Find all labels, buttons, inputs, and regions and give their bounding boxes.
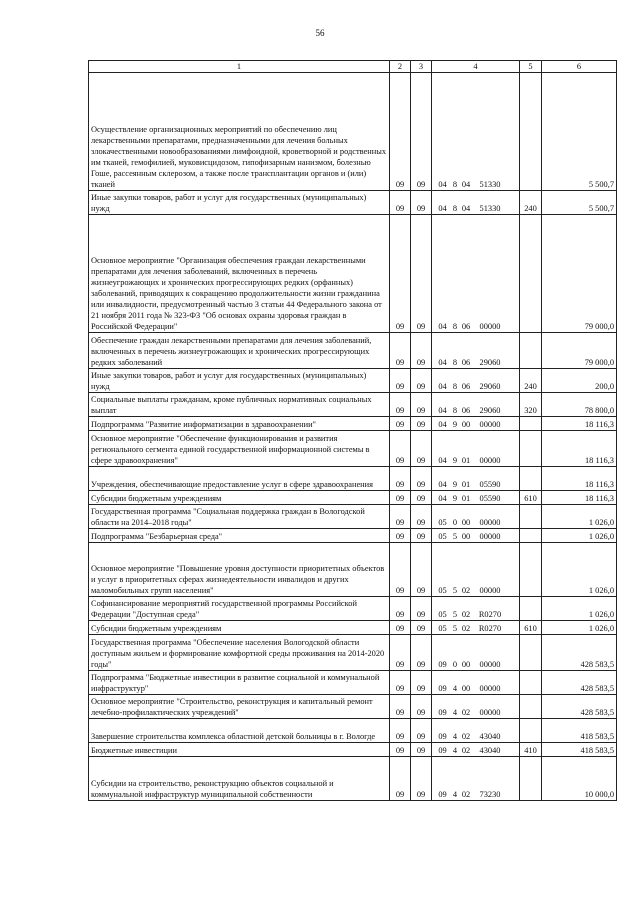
item-name: Субсидии бюджетным учреждениям	[89, 491, 390, 505]
code-part: 04	[438, 382, 447, 391]
code-part: 04	[438, 494, 447, 503]
code-part: 04	[461, 204, 471, 213]
code-part: R0270	[478, 610, 502, 619]
subsection-code: 09	[411, 695, 432, 719]
target-article-code	[432, 621, 520, 635]
subsection-code: 09	[411, 743, 432, 757]
subsection-code: 09	[411, 393, 432, 417]
code-part: 4	[452, 708, 458, 717]
subsection-code: 09	[411, 215, 432, 333]
subsection-code: 09	[411, 597, 432, 621]
code-part: 8	[452, 406, 458, 415]
target-article-code	[432, 695, 520, 719]
code-part: 02	[461, 790, 471, 799]
code-part: 09	[438, 790, 447, 799]
table-row	[89, 417, 617, 431]
item-name: Завершение строительства комплекса областной детской больницы в г. Вологде	[89, 719, 390, 743]
code-part: 0	[452, 660, 458, 669]
code-part: 02	[461, 610, 471, 619]
code-part: 06	[461, 358, 471, 367]
expense-type-code	[520, 417, 542, 431]
expense-type-code	[520, 73, 542, 191]
expense-type-code	[520, 529, 542, 543]
amount: 1 026,0	[542, 529, 617, 543]
section-code: 09	[390, 369, 411, 393]
target-article-code	[432, 635, 520, 671]
code-part: 02	[461, 732, 471, 741]
amount: 418 583,5	[542, 743, 617, 757]
item-name: Субсидии бюджетным учреждениям	[89, 621, 390, 635]
amount: 200,0	[542, 369, 617, 393]
code-part: 8	[452, 358, 458, 367]
code-part: 51330	[479, 204, 501, 213]
amount: 18 116,3	[542, 491, 617, 505]
code-part: 05	[438, 586, 447, 595]
expense-type-code: 610	[520, 621, 542, 635]
target-article-code	[432, 743, 520, 757]
target-article-code	[432, 467, 520, 491]
code-part: 05590	[479, 494, 501, 503]
section-code: 09	[390, 417, 411, 431]
section-code: 09	[390, 393, 411, 417]
code-part: 43040	[479, 732, 501, 741]
expense-type-code: 240	[520, 191, 542, 215]
subsection-code: 09	[411, 191, 432, 215]
code-part: 29060	[479, 382, 501, 391]
item-name: Иные закупки товаров, работ и услуг для государственных (муниципальных) нужд	[89, 369, 390, 393]
section-code: 09	[390, 635, 411, 671]
code-part: 00	[461, 684, 471, 693]
code-part: 09	[438, 660, 447, 669]
item-name: Подпрограмма "Безбарьерная среда"	[89, 529, 390, 543]
expense-type-code	[520, 543, 542, 597]
item-name: Основное мероприятие "Повышение уровня доступности приоритетных объектов и услуг в приоритетных сферах жизнедеятельности инвалидов и других маломобильных групп населения"	[89, 543, 390, 597]
code-part: 5	[452, 532, 458, 541]
subsection-code: 09	[411, 757, 432, 801]
table-row	[89, 215, 617, 333]
expense-type-code	[520, 333, 542, 369]
section-code: 09	[390, 671, 411, 695]
item-name: Субсидии на строительство, реконструкцию объектов социальной и коммунальной инфраструктур муниципальной собственности	[89, 757, 390, 801]
code-part: 05	[438, 610, 447, 619]
column-header: 6	[542, 61, 617, 73]
section-code: 09	[390, 467, 411, 491]
section-code: 09	[390, 73, 411, 191]
table-row	[89, 671, 617, 695]
expense-type-code: 410	[520, 743, 542, 757]
item-name: Софинансирование мероприятий государственной программы Российской Федерации "Доступная среда"	[89, 597, 390, 621]
target-article-code	[432, 757, 520, 801]
code-part: 02	[461, 586, 471, 595]
table-row	[89, 73, 617, 191]
amount: 1 026,0	[542, 621, 617, 635]
subsection-code: 09	[411, 635, 432, 671]
subsection-code: 09	[411, 621, 432, 635]
section-code: 09	[390, 743, 411, 757]
item-name: Подпрограмма "Развитие информатизации в здравоохранении"	[89, 417, 390, 431]
section-code: 09	[390, 431, 411, 467]
item-name: Основное мероприятие "Обеспечение функционирования и развития регионального сегмента единой государственной информационной системы в сфере здравоохранения"	[89, 431, 390, 467]
amount: 1 026,0	[542, 597, 617, 621]
subsection-code: 09	[411, 719, 432, 743]
subsection-code: 09	[411, 505, 432, 529]
code-part: 9	[452, 420, 458, 429]
amount: 79 000,0	[542, 215, 617, 333]
amount: 418 583,5	[542, 719, 617, 743]
code-part: 06	[461, 382, 471, 391]
code-part: 5	[452, 610, 458, 619]
item-name: Обеспечение граждан лекарственными препаратами для лечения заболеваний, включенных в перечень жизнеугрожающих и хронических прогрессирующих редких заболеваний	[89, 333, 390, 369]
code-part: 02	[461, 746, 471, 755]
item-name: Подпрограмма "Бюджетные инвестиции в развитие социальной и коммунальной инфраструктур"	[89, 671, 390, 695]
section-code: 09	[390, 757, 411, 801]
code-part: 04	[438, 420, 447, 429]
code-part: 00	[461, 420, 471, 429]
item-name: Учреждения, обеспечивающие предоставление услуг в сфере здравоохранения	[89, 467, 390, 491]
code-part: 01	[461, 456, 471, 465]
code-part: 05	[438, 518, 447, 527]
code-part: 00000	[479, 322, 501, 331]
target-article-code	[432, 417, 520, 431]
column-header: 1	[89, 61, 390, 73]
table-row	[89, 621, 617, 635]
section-code: 09	[390, 621, 411, 635]
code-part: 8	[452, 204, 458, 213]
code-part: 06	[461, 406, 471, 415]
expense-type-code	[520, 695, 542, 719]
table-row	[89, 505, 617, 529]
subsection-code: 09	[411, 369, 432, 393]
amount: 18 116,3	[542, 467, 617, 491]
item-name: Основное мероприятие "Организация обеспечения граждан лекарственными препаратами для лечения заболеваний, включенных в перечень жизнеугрожающих и хронических прогрессирующих редких (орфанных) заболеваний, приводящих к сокращению продолжительности жизни гражданина или инвалидности, предусмотренный частью 3 статьи 44 Федерального закона от 21 ноября 2011 года № 323-ФЗ "Об основах охраны здоровья граждан в Российской Федерации"	[89, 215, 390, 333]
table-row	[89, 597, 617, 621]
table-header	[89, 61, 617, 73]
target-article-code	[432, 393, 520, 417]
expense-type-code: 240	[520, 369, 542, 393]
column-header: 4	[432, 61, 520, 73]
expense-type-code	[520, 597, 542, 621]
code-part: 05	[438, 624, 447, 633]
code-part: 5	[452, 624, 458, 633]
amount: 5 500,7	[542, 73, 617, 191]
code-part: 9	[452, 494, 458, 503]
section-code: 09	[390, 191, 411, 215]
code-part: 51330	[479, 180, 501, 189]
expense-type-code	[520, 215, 542, 333]
subsection-code: 09	[411, 333, 432, 369]
code-part: 06	[461, 322, 471, 331]
amount: 10 000,0	[542, 757, 617, 801]
code-part: 09	[438, 708, 447, 717]
table-row	[89, 431, 617, 467]
code-part: 00	[461, 518, 471, 527]
code-part: 8	[452, 180, 458, 189]
table-row	[89, 543, 617, 597]
code-part: 8	[452, 322, 458, 331]
code-part: 9	[452, 456, 458, 465]
expense-type-code	[520, 719, 542, 743]
code-part: 4	[452, 732, 458, 741]
code-part: 05	[438, 532, 447, 541]
table-row	[89, 757, 617, 801]
target-article-code	[432, 543, 520, 597]
target-article-code	[432, 671, 520, 695]
code-part: 04	[438, 456, 447, 465]
expense-type-code	[520, 757, 542, 801]
section-code: 09	[390, 505, 411, 529]
subsection-code: 09	[411, 491, 432, 505]
table-row	[89, 369, 617, 393]
column-header: 2	[390, 61, 411, 73]
code-part: 09	[438, 746, 447, 755]
code-part: 04	[438, 180, 447, 189]
amount: 18 116,3	[542, 431, 617, 467]
subsection-code: 09	[411, 529, 432, 543]
code-part: 00000	[479, 518, 501, 527]
section-code: 09	[390, 529, 411, 543]
item-name: Государственная программа "Обеспечение населения Вологодской области доступным жильем и формирование комфортной среды проживания на 2014-2020 годы"	[89, 635, 390, 671]
code-part: 29060	[479, 406, 501, 415]
code-part: 0	[452, 518, 458, 527]
item-name: Осуществление организационных мероприятий по обеспечению лиц лекарственными препаратами, предназначенными для лечения больных злокачественными новообразованиями лимфоидной, кроветворной и родственных им тканей, гемофилией, муковисцидозом, гипофизарным нанизмом, болезнью Гоше, рассеянным склерозом, а также после трансплантации органов и (или) тканей	[89, 73, 390, 191]
subsection-code: 09	[411, 417, 432, 431]
code-part: 04	[438, 204, 447, 213]
section-code: 09	[390, 543, 411, 597]
code-part: 04	[461, 180, 471, 189]
subsection-code: 09	[411, 543, 432, 597]
table-row	[89, 719, 617, 743]
expense-type-code: 610	[520, 491, 542, 505]
target-article-code	[432, 73, 520, 191]
expense-type-code	[520, 671, 542, 695]
target-article-code	[432, 597, 520, 621]
code-part: 00	[461, 532, 471, 541]
amount: 78 800,0	[542, 393, 617, 417]
code-part: 09	[438, 732, 447, 741]
code-part: 00000	[479, 456, 501, 465]
amount: 18 116,3	[542, 417, 617, 431]
column-header: 5	[520, 61, 542, 73]
code-part: 01	[461, 494, 471, 503]
code-part: 00000	[479, 708, 501, 717]
code-part: 02	[461, 624, 471, 633]
table-row	[89, 529, 617, 543]
target-article-code	[432, 529, 520, 543]
amount: 79 000,0	[542, 333, 617, 369]
code-part: 05590	[479, 480, 501, 489]
target-article-code	[432, 191, 520, 215]
target-article-code	[432, 491, 520, 505]
code-part: 5	[452, 586, 458, 595]
subsection-code: 09	[411, 467, 432, 491]
item-name: Основное мероприятие "Строительство, реконструкция и капитальный ремонт лечебно-профилактических учреждений"	[89, 695, 390, 719]
section-code: 09	[390, 333, 411, 369]
target-article-code	[432, 505, 520, 529]
code-part: 09	[438, 684, 447, 693]
expense-type-code	[520, 467, 542, 491]
code-part: 00000	[479, 660, 501, 669]
section-code: 09	[390, 719, 411, 743]
code-part: 4	[452, 684, 458, 693]
amount: 1 026,0	[542, 543, 617, 597]
code-part: 00	[461, 660, 471, 669]
code-part: R0270	[478, 624, 502, 633]
code-part: 00000	[479, 586, 501, 595]
target-article-code	[432, 369, 520, 393]
code-part: 9	[452, 480, 458, 489]
target-article-code	[432, 719, 520, 743]
budget-table	[88, 60, 617, 801]
page-number: 56	[315, 28, 325, 38]
code-part: 01	[461, 480, 471, 489]
code-part: 29060	[479, 358, 501, 367]
expense-type-code	[520, 635, 542, 671]
subsection-code: 09	[411, 431, 432, 467]
item-name: Государственная программа "Социальная поддержка граждан в Вологодской области на 2014–2018 годы"	[89, 505, 390, 529]
table-row	[89, 191, 617, 215]
target-article-code	[432, 215, 520, 333]
code-part: 8	[452, 382, 458, 391]
table-row	[89, 743, 617, 757]
item-name: Бюджетные инвестиции	[89, 743, 390, 757]
amount: 1 026,0	[542, 505, 617, 529]
code-part: 04	[438, 406, 447, 415]
code-part: 4	[452, 790, 458, 799]
section-code: 09	[390, 215, 411, 333]
table-row	[89, 467, 617, 491]
code-part: 43040	[479, 746, 501, 755]
table-row	[89, 393, 617, 417]
amount: 428 583,5	[542, 671, 617, 695]
code-part: 00000	[479, 532, 501, 541]
expense-type-code	[520, 505, 542, 529]
code-part: 04	[438, 480, 447, 489]
subsection-code: 09	[411, 671, 432, 695]
amount: 5 500,7	[542, 191, 617, 215]
expense-type-code: 320	[520, 393, 542, 417]
table-row	[89, 635, 617, 671]
code-part: 73230	[479, 790, 501, 799]
section-code: 09	[390, 597, 411, 621]
expense-type-code	[520, 431, 542, 467]
amount: 428 583,5	[542, 635, 617, 671]
table-row	[89, 695, 617, 719]
target-article-code	[432, 431, 520, 467]
amount: 428 583,5	[542, 695, 617, 719]
table-row	[89, 333, 617, 369]
table-row	[89, 491, 617, 505]
code-part: 02	[461, 708, 471, 717]
code-part: 04	[438, 322, 447, 331]
column-header: 3	[411, 61, 432, 73]
subsection-code: 09	[411, 73, 432, 191]
code-part: 4	[452, 746, 458, 755]
item-name: Социальные выплаты гражданам, кроме публичных нормативных социальных выплат	[89, 393, 390, 417]
section-code: 09	[390, 491, 411, 505]
code-part: 00000	[479, 684, 501, 693]
target-article-code	[432, 333, 520, 369]
code-part: 04	[438, 358, 447, 367]
item-name: Иные закупки товаров, работ и услуг для государственных (муниципальных) нужд	[89, 191, 390, 215]
code-part: 00000	[479, 420, 501, 429]
section-code: 09	[390, 695, 411, 719]
